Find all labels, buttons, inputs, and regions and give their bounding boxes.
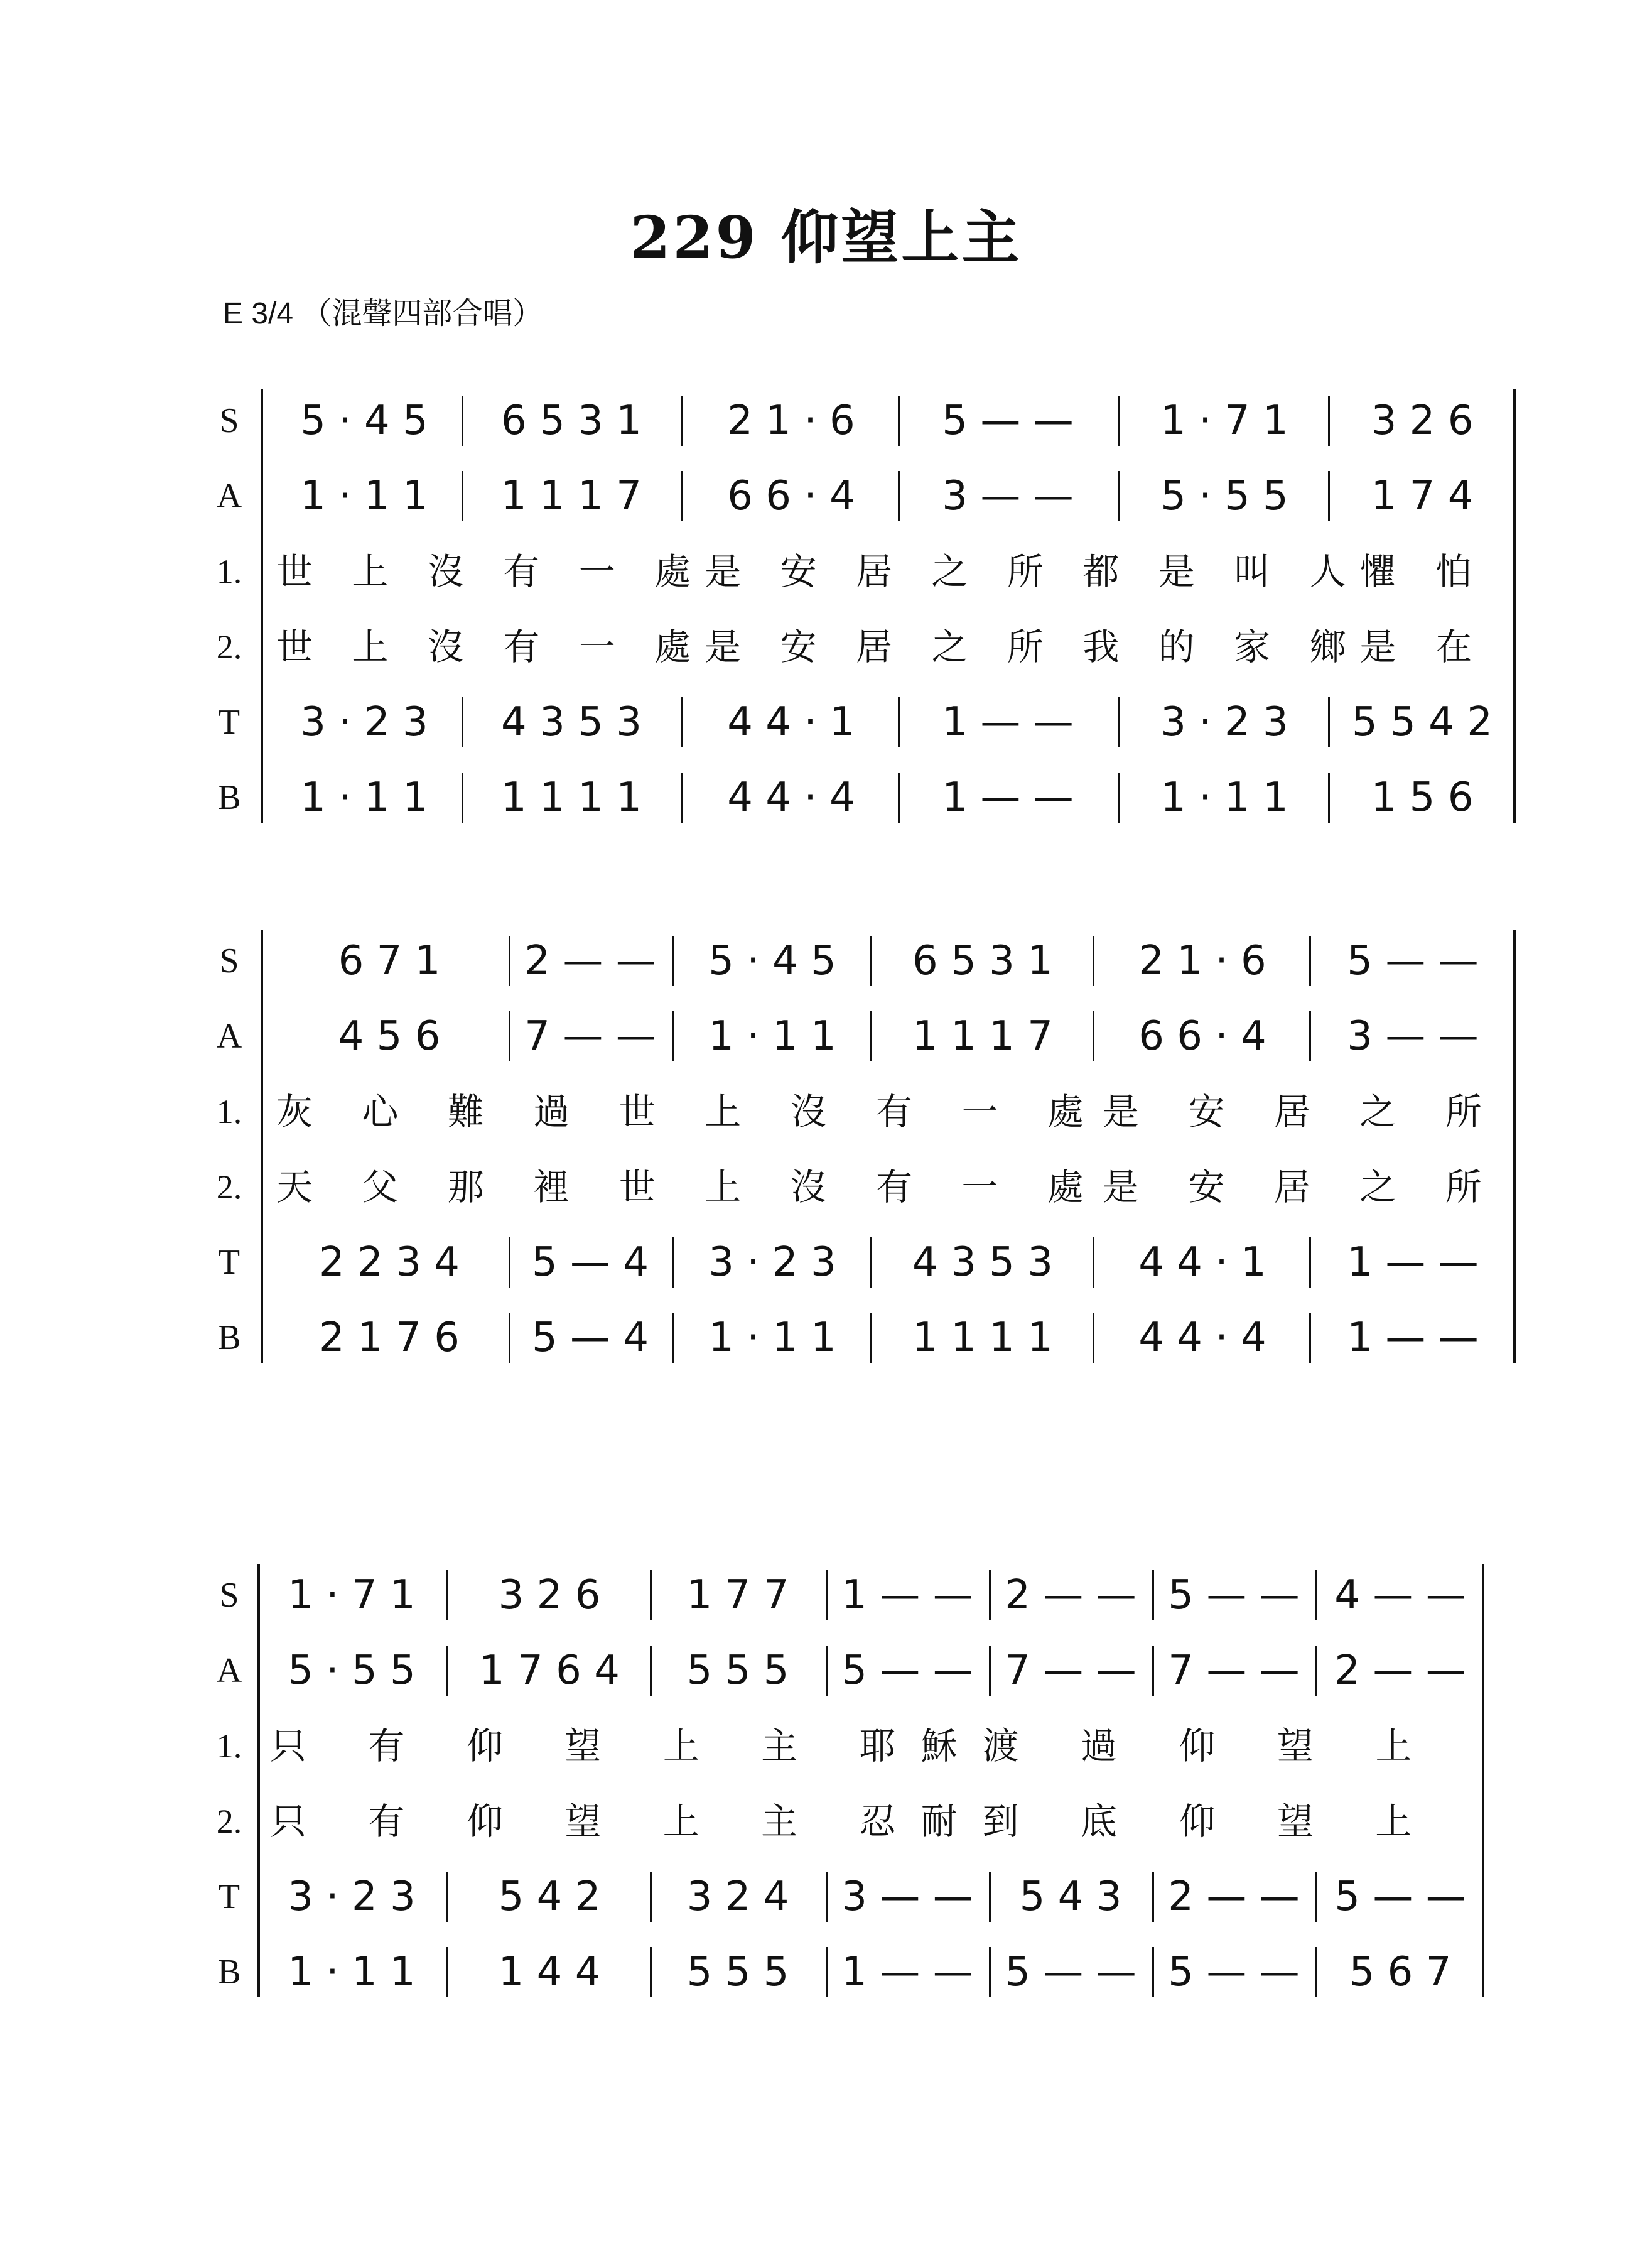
measure: 1 · 7 1 (288, 1572, 416, 1619)
measure: 1 1 1 7 (501, 473, 642, 519)
measure: 5 · 5 5 (1160, 473, 1288, 519)
measure: 1 · 7 1 (1160, 398, 1288, 444)
lyric-line: 只 有 仰 望 上 主 忍耐到 底 仰 望 上 (270, 1800, 1437, 1843)
alto-row (207, 1005, 1520, 1068)
measure: 1 · 1 1 (300, 473, 428, 519)
measure: 3 — — (841, 1874, 973, 1920)
voice-label-bass: B (217, 1318, 241, 1357)
measure: 1 — — (1347, 1239, 1479, 1286)
measure: 4 4 · 1 (727, 699, 855, 746)
measure: 6 7 1 (338, 938, 441, 984)
measure: 3 · 2 3 (708, 1239, 836, 1286)
measure: 2 1 · 6 (727, 398, 855, 444)
voice-label-tenor: T (218, 1877, 240, 1916)
measure: 3 · 2 3 (300, 699, 428, 746)
page-title: 229 仰望上主 (630, 203, 1022, 271)
measure: 4 4 · 4 (727, 774, 855, 821)
measure: 4 5 6 (338, 1013, 441, 1060)
measure: 5 — 4 (531, 1315, 649, 1361)
lyric-line: 灰 心 難 過 世 上 沒 有 一 處是 安 居 之 所 (276, 1090, 1501, 1133)
measure: 4 3 5 3 (912, 1239, 1053, 1286)
measure: 5 5 5 (686, 1949, 789, 1995)
measure: 1 4 4 (498, 1949, 601, 1995)
measure: 3 2 4 (686, 1874, 789, 1920)
measure: 4 3 5 3 (501, 699, 642, 746)
measure: 5 — — (1168, 1949, 1300, 1995)
measure: 1 — — (841, 1572, 973, 1619)
voice-label-alto: A (216, 1651, 242, 1690)
measure: 2 — — (524, 938, 656, 984)
voice-label-soprano: S (219, 1576, 239, 1615)
system-3 (207, 1539, 1520, 2016)
measure: 1 1 1 1 (501, 774, 642, 821)
measure: 1 · 1 1 (708, 1315, 836, 1361)
verse-label-2: 2. (216, 628, 242, 666)
voice-label-tenor: T (218, 1243, 240, 1282)
measure: 1 7 6 4 (479, 1647, 620, 1694)
voice-label-soprano: S (219, 941, 239, 980)
measure: 1 · 1 1 (288, 1949, 416, 1995)
measure: 2 1 · 6 (1138, 938, 1266, 984)
tenor-row (207, 1231, 1520, 1294)
measure: 1 — — (1347, 1315, 1479, 1361)
alto-row (207, 1639, 1520, 1702)
measure: 6 5 3 1 (912, 938, 1053, 984)
measure: 6 6 · 4 (1138, 1013, 1266, 1060)
lyric-line: 天 父 那 裡 世 上 沒 有 一 處是 安 居 之 所 (276, 1166, 1501, 1208)
verse-label-1: 1. (216, 1727, 242, 1765)
measure: 3 2 6 (1371, 398, 1474, 444)
verse-label-2: 2. (216, 1803, 242, 1840)
lyric-row-verse-1 (207, 1715, 1520, 1777)
bass-row (207, 1941, 1520, 2004)
lyric-row-verse-1 (207, 1080, 1520, 1143)
measure: 3 — — (942, 473, 1074, 519)
measure: 1 — — (942, 699, 1074, 746)
measure: 5 — — (1005, 1949, 1136, 1995)
measure: 5 — — (1347, 938, 1479, 984)
measure: 4 4 · 1 (1138, 1239, 1266, 1286)
measure: 3 — — (1347, 1013, 1479, 1060)
alto-row (207, 465, 1520, 528)
lyric-line: 世 上 沒 有 一 處是 安 居 之 所 都 是 叫 人懼 怕 (276, 550, 1486, 593)
bass-row (207, 766, 1520, 829)
measure: 1 1 1 1 (912, 1315, 1053, 1361)
system-2 (207, 904, 1520, 1382)
lyric-line: 世 上 沒 有 一 處是 安 居 之 所 我 的 家 鄉是 在 (276, 626, 1486, 668)
voice-label-alto: A (216, 477, 242, 516)
system-1 (207, 364, 1520, 842)
measure: 1 · 1 1 (708, 1013, 836, 1060)
tenor-row (207, 691, 1520, 754)
measure: 5 — — (1334, 1874, 1466, 1920)
measure: 7 — — (1005, 1647, 1136, 1694)
lyric-row-verse-1 (207, 540, 1520, 603)
bass-row (207, 1306, 1520, 1369)
measure: 5 — 4 (531, 1239, 649, 1286)
measure: 5 5 4 2 (1352, 699, 1493, 746)
measure: 5 · 5 5 (288, 1647, 416, 1694)
soprano-row (207, 1564, 1520, 1627)
measure: 5 — — (942, 398, 1074, 444)
measure: 5 4 2 (498, 1874, 601, 1920)
measure: 1 — — (841, 1949, 973, 1995)
lyric-row-verse-2 (207, 1790, 1520, 1853)
measure: 2 — — (1005, 1572, 1136, 1619)
soprano-row (207, 389, 1520, 452)
key-time-signature: E 3/4 （混聲四部合唱） (223, 297, 543, 330)
verse-label-2: 2. (216, 1168, 242, 1206)
measure: 2 — — (1168, 1874, 1300, 1920)
measure: 4 — — (1334, 1572, 1466, 1619)
voice-label-bass: B (217, 1953, 241, 1992)
measure: 5 · 4 5 (300, 398, 428, 444)
measure: 1 · 1 1 (300, 774, 428, 821)
tenor-row (207, 1865, 1520, 1928)
lyric-row-verse-2 (207, 1156, 1520, 1218)
measure: 2 — — (1334, 1647, 1466, 1694)
measure: 6 5 3 1 (501, 398, 642, 444)
verse-label-1: 1. (216, 1093, 242, 1131)
measure: 6 6 · 4 (727, 473, 855, 519)
voice-label-soprano: S (219, 401, 239, 440)
measure: 3 · 2 3 (1160, 699, 1288, 746)
voice-label-alto: A (216, 1017, 242, 1056)
measure: 2 2 3 4 (319, 1239, 460, 1286)
lyric-row-verse-2 (207, 616, 1520, 678)
measure: 1 1 1 7 (912, 1013, 1053, 1060)
measure: 3 2 6 (498, 1572, 601, 1619)
soprano-row (207, 930, 1520, 992)
measure: 1 7 7 (686, 1572, 789, 1619)
measure: 5 · 4 5 (708, 938, 836, 984)
measure: 1 5 6 (1371, 774, 1474, 821)
lyric-line: 只 有 仰 望 上 主 耶穌渡 過 仰 望 上 (270, 1725, 1437, 1767)
measure: 7 — — (1168, 1647, 1300, 1694)
voice-label-tenor: T (218, 703, 240, 742)
verse-label-1: 1. (216, 553, 242, 590)
measure: 7 — — (524, 1013, 656, 1060)
measure: 3 · 2 3 (288, 1874, 416, 1920)
measure: 2 1 7 6 (319, 1315, 460, 1361)
measure: 5 4 3 (1019, 1874, 1122, 1920)
measure: 5 6 7 (1349, 1949, 1452, 1995)
voice-label-bass: B (217, 778, 241, 817)
measure: 1 — — (942, 774, 1074, 821)
measure: 4 4 · 4 (1138, 1315, 1266, 1361)
measure: 1 7 4 (1371, 473, 1474, 519)
measure: 1 · 1 1 (1160, 774, 1288, 821)
measure: 5 — — (1168, 1572, 1300, 1619)
measure: 5 — — (841, 1647, 973, 1694)
measure: 5 5 5 (686, 1647, 789, 1694)
